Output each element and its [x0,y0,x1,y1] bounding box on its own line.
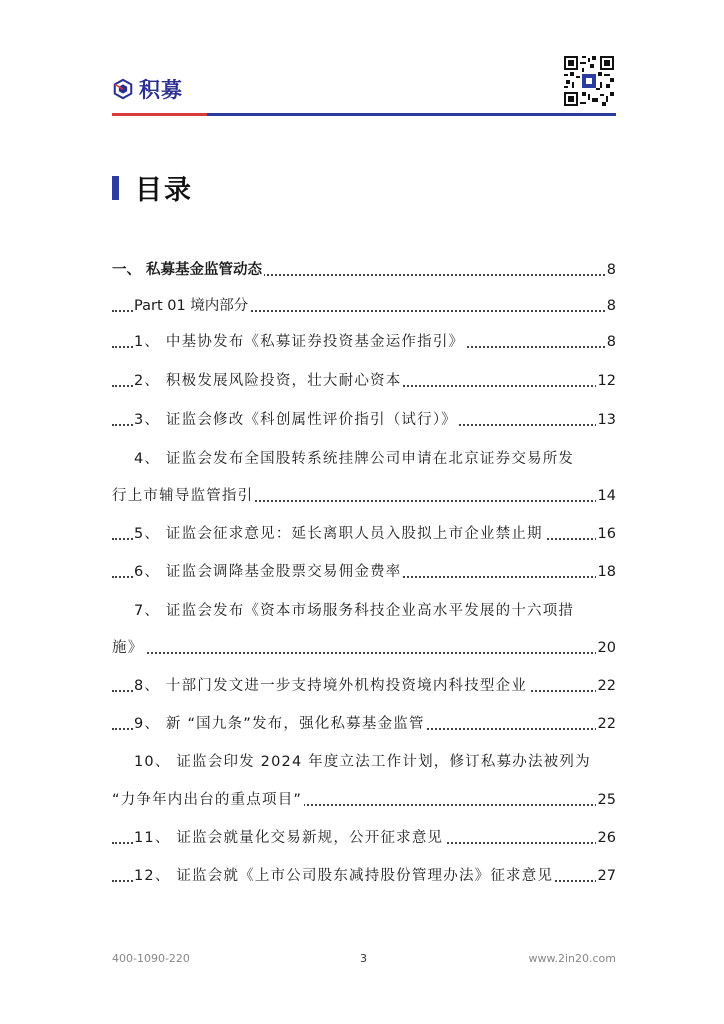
toc-entry[interactable]: 5、 证监会征求意见：延长离职人员入股拟上市企业禁止期 16 [112,522,616,546]
toc-entry-line1[interactable]: 7、 证监会发布《资本市场服务科技企业高水平发展的十六项措 [134,603,575,619]
toc-title: 目录 [135,175,193,206]
toc-entry[interactable]: 9、 新 “国九条”发布，强化私募基金监管 22 [112,712,616,736]
toc-entry[interactable]: 2、 积极发展风险投资，壮大耐心资本 12 [112,369,616,393]
toc-entry-line1[interactable]: 4、 证监会发布全国股转系统挂牌公司申请在北京证券交易所发 [134,451,575,467]
toc-heading [112,168,193,207]
toc-entry-line1[interactable]: 10、 证监会印发 2024 年度立法工作计划，修订私募办法被列为 [134,754,591,770]
toc-entry[interactable]: 11、 证监会就量化交易新规，公开征求意见 26 [112,826,616,850]
toc-entry[interactable]: Part 01 境内部分 8 [112,294,616,318]
toc-entry[interactable]: 12、 证监会就《上市公司股东减持股份管理办法》征求意见 27 [112,864,616,888]
qr-code-icon [564,56,614,106]
toc-entry[interactable]: 6、 证监会调降基金股票交易佣金费率 18 [112,560,616,584]
toc-entry[interactable]: 8、 十部门发文进一步支持境外机构投资境内科技型企业 22 [112,674,616,698]
footer-website[interactable]: www.2in20.com [528,952,616,965]
toc-entry[interactable]: 行上市辅导监管指引 14 [112,484,616,508]
footer-phone: 400-1090-220 [112,952,190,965]
header-rule [112,113,616,116]
heading-accent-bar [112,176,119,200]
page-header [112,46,616,116]
toc-entry[interactable]: “力争年内出台的重点项目” 25 [112,788,616,812]
brand-logo [112,74,183,104]
toc-entry[interactable]: 施》 20 [112,636,616,660]
toc-entry[interactable]: 一、 私募基金监管动态 8 [112,258,616,282]
brand-name: 积募 [139,77,183,102]
page-number: 3 [360,952,367,965]
brand-mark-icon [112,78,134,100]
toc-entry[interactable]: 3、 证监会修改《科创属性评价指引（试行）》 13 [112,408,616,432]
toc-entry[interactable]: 1、 中基协发布《私募证券投资基金运作指引》 8 [112,330,616,354]
